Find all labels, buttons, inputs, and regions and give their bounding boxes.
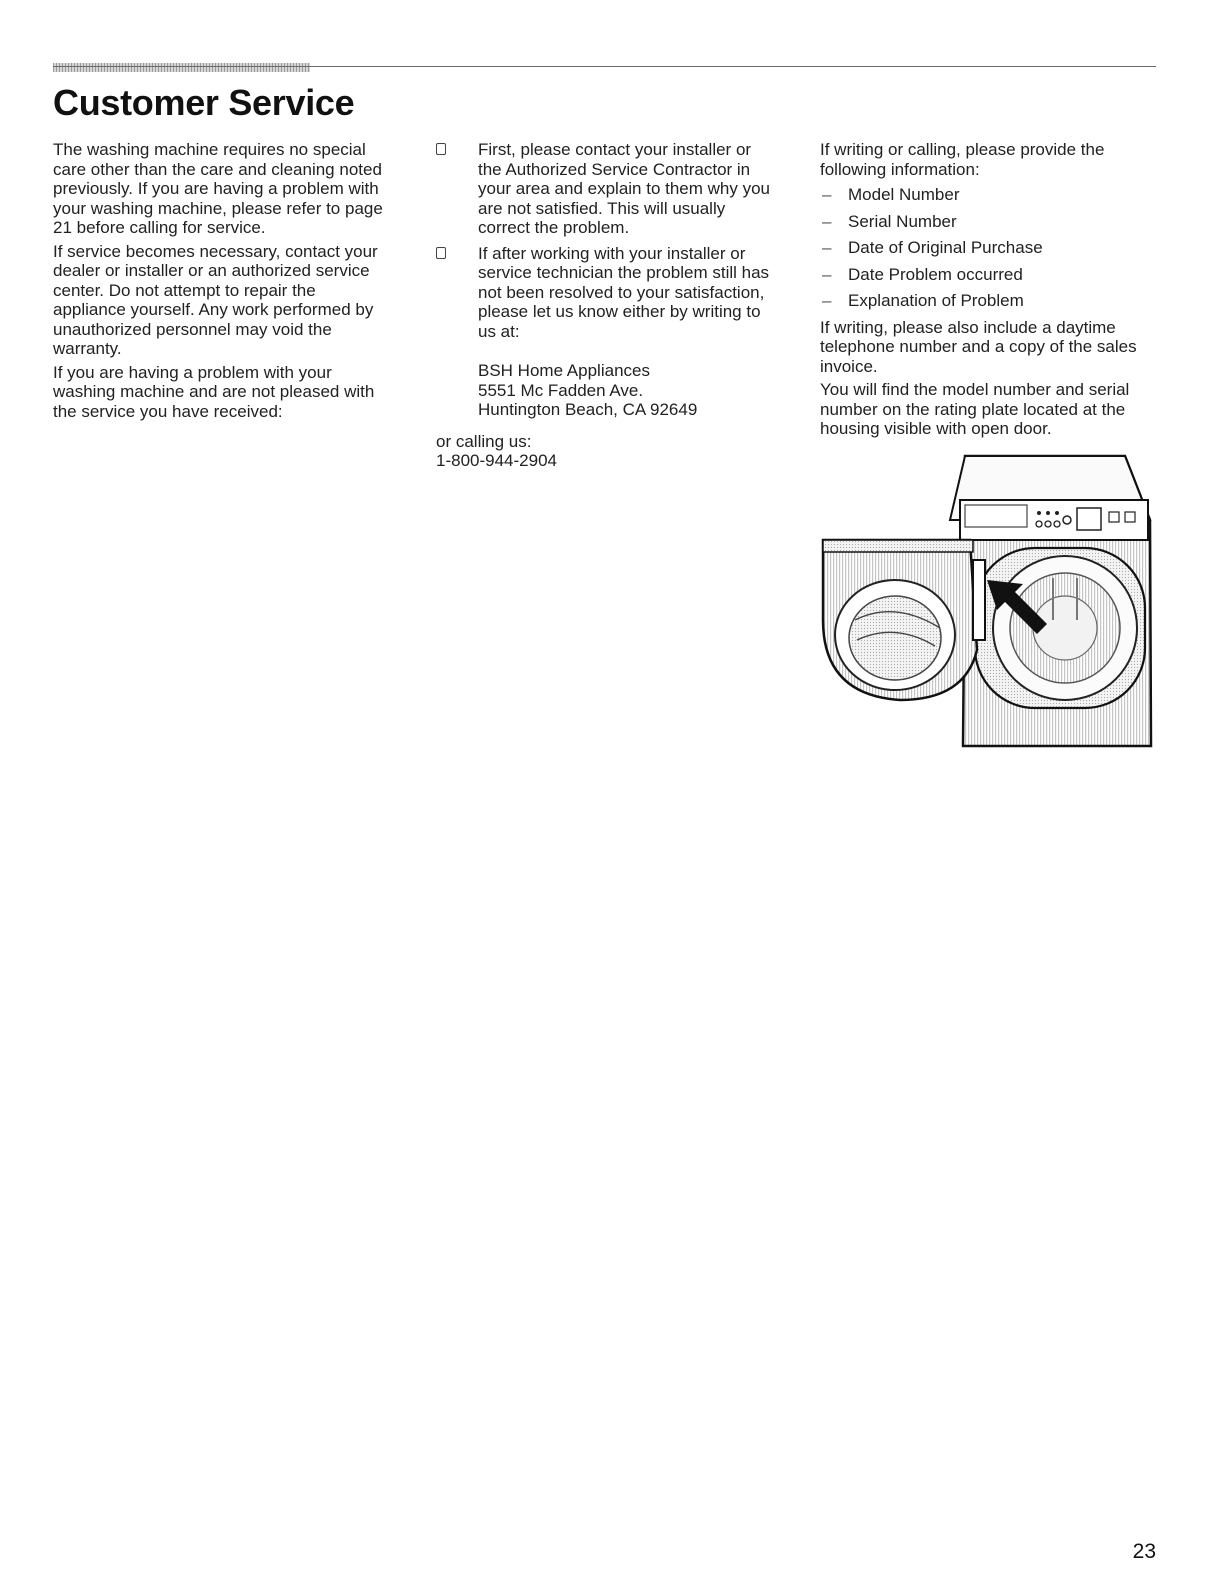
step-item	[436, 140, 776, 238]
mailing-address	[436, 361, 776, 420]
list-item: – Serial Number	[820, 212, 1160, 232]
page-title: Customer Service	[53, 82, 355, 123]
info-intro: If writing or calling, please provide the following information:	[820, 140, 1105, 179]
list-item: – Date Problem occurred	[820, 265, 1160, 285]
list-item: – Model Number	[820, 185, 1160, 205]
list-item: – Explanation of Problem	[820, 291, 1160, 311]
service-paragraph: If service becomes necessary, contact your dealer or installer or an authorized service center. Do not attempt to repair the appliance yourself. Any work performed by unauthorized personnel may void the warranty.	[53, 241, 378, 358]
header-hatch-bar	[53, 63, 310, 72]
address-line: BSH Home Appliances	[478, 361, 650, 380]
column-info	[820, 140, 1160, 443]
step-item	[436, 244, 776, 342]
address-line: Huntington Beach, CA 92649	[478, 400, 698, 419]
phone-number: 1-800-944-2904	[436, 451, 557, 470]
info-list	[820, 185, 1160, 311]
rating-plate-paragraph: You will find the model number and serial number on the rating plate located at the housing visible with open door.	[820, 380, 1130, 438]
checkbox-icon	[436, 247, 446, 259]
step-text: If after working with your installer or service technician the problem still has not been resolved to your satisfaction, please let us know either by writing to us at:	[478, 243, 770, 341]
problem-paragraph: If you are having a problem with your washing machine and are not pleased with the service you have received:	[53, 362, 375, 421]
calling-label: or calling us:	[436, 431, 532, 451]
step-text: First, please contact your installer or the Authorized Service Contractor in your area and explain to them why you are not satisfied. This will usually correct the problem.	[478, 140, 771, 237]
washer-rating-plate-illustration	[815, 450, 1160, 750]
writing-paragraph: If writing, please also include a daytime telephone number and a copy of the sales invoice.	[820, 317, 1137, 376]
header-rule	[53, 66, 1156, 67]
page-number: 23	[1132, 1540, 1156, 1563]
column-steps	[436, 140, 776, 471]
checkbox-icon	[436, 143, 446, 155]
address-line: 5551 Mc Fadden Ave.	[478, 380, 644, 400]
list-item: – Date of Original Purchase	[820, 238, 1160, 258]
column-intro	[53, 140, 393, 425]
intro-paragraph: The washing machine requires no special care other than the care and cleaning noted previously. If you are having a problem with your washing machine, please refer to page 21 before calling for service.	[53, 140, 383, 237]
